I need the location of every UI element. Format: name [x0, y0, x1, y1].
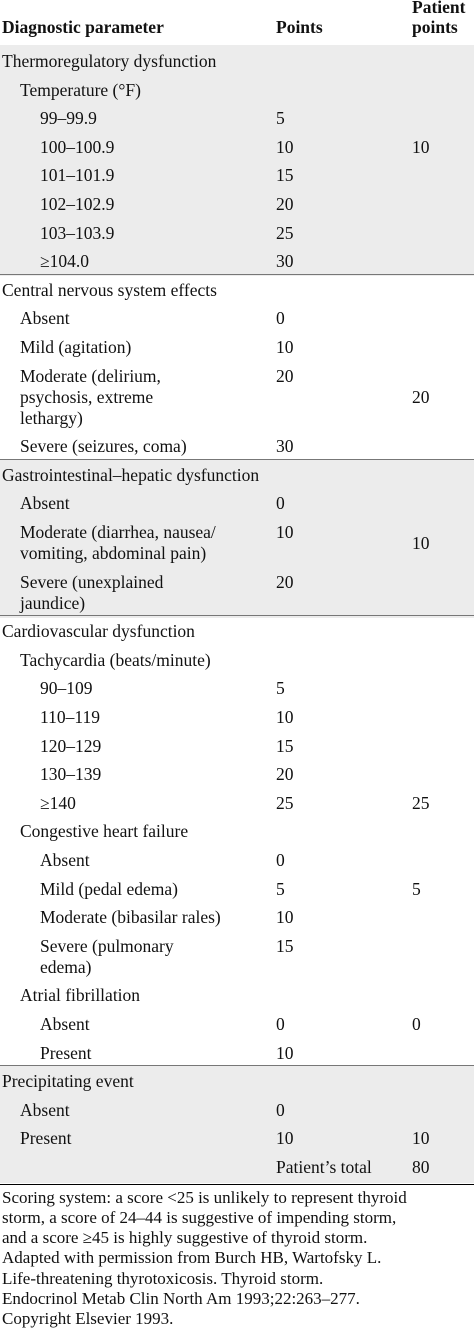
row-points: 20: [276, 571, 294, 592]
row-label: ≥140: [40, 792, 76, 813]
row-patient-points: 10: [412, 136, 430, 157]
row-points: 10: [276, 707, 294, 727]
row-label: lethargy): [20, 407, 83, 428]
row-patient-points: 10: [412, 1128, 430, 1149]
row-label: Mild (agitation): [20, 337, 132, 357]
row-label: Mild (pedal edema): [40, 878, 179, 899]
section-title: Cardiovascular dysfunction: [2, 621, 195, 642]
footnote-line: Scoring system: a score <25 is unlikely to represent thyroid: [2, 1187, 407, 1207]
row-points: 0: [276, 493, 285, 514]
section-title: Thermoregulatory dysfunction: [2, 51, 217, 71]
row-label: 100–100.9: [40, 136, 115, 157]
row-patient-points: 10: [412, 532, 430, 553]
section-title: Gastrointestinal–hepatic dysfunction: [2, 464, 260, 485]
section-title: Central nervous system effects: [2, 279, 217, 300]
footnote-line: Endocrinol Metab Clin North Am 1993;22:263–277.: [2, 1289, 360, 1309]
row-label: vomiting, abdominal pain): [20, 543, 207, 563]
row-label: edema): [40, 956, 92, 977]
row-points: 0: [276, 1014, 285, 1034]
subsection-title: Tachycardia (beats/minute): [20, 649, 211, 670]
row-points: 20: [276, 194, 294, 214]
row-points: 10: [276, 1042, 294, 1063]
row-patient-points: 20: [412, 386, 430, 407]
section-subtitle: Temperature (°F): [20, 79, 141, 100]
row-points: 10: [276, 337, 294, 357]
row-points: 5: [276, 108, 285, 129]
row-label: 102–102.9: [40, 194, 115, 214]
row-label: Moderate (diarrhea, nausea/: [20, 522, 216, 542]
row-label: ≥104.0: [40, 251, 89, 272]
row-label: Present: [20, 1128, 72, 1149]
row-label: 103–103.9: [40, 222, 115, 243]
row-label: 101–101.9: [40, 165, 115, 186]
row-points: 10: [276, 136, 294, 157]
header-diagnostic-parameter: Diagnostic parameter: [2, 17, 164, 37]
row-points: 10: [276, 1128, 294, 1149]
subsection-title: Atrial fibrillation: [20, 985, 141, 1006]
row-points: 0: [276, 850, 285, 870]
row-points: 25: [276, 222, 294, 243]
row-points: 15: [276, 935, 294, 956]
row-label: Severe (unexplained: [20, 571, 164, 592]
row-label: Present: [40, 1042, 92, 1063]
row-label: Moderate (bibasilar rales): [40, 907, 221, 928]
row-label: jaundice): [20, 592, 86, 613]
header-patient-points-line2: points: [412, 17, 458, 37]
row-patient-points: 5: [412, 878, 421, 899]
footnote: [2, 1188, 472, 1330]
row-points: 30: [276, 436, 294, 457]
footnote-line: Copyright Elsevier 1993.: [2, 1309, 174, 1329]
row-label: Absent: [40, 1014, 90, 1034]
footnote-line: Life-threatening thyrotoxicosis. Thyroid storm.: [2, 1268, 324, 1288]
footnote-line: and a score ≥45 is highly suggestive of thyroid storm.: [2, 1228, 368, 1248]
table-bottom-rule: [0, 1184, 474, 1185]
row-points: 15: [276, 735, 294, 756]
row-label: psychosis, extreme: [20, 386, 154, 407]
header-points: Points: [276, 17, 323, 37]
table-header: [0, 0, 474, 46]
section-title: Precipitating event: [2, 1071, 134, 1092]
row-label: 90–109: [40, 678, 93, 699]
row-points: 5: [276, 878, 285, 899]
total-value: 80: [412, 1157, 430, 1177]
row-points: 30: [276, 251, 294, 272]
row-points: 10: [276, 522, 294, 542]
row-label: Severe (pulmonary: [40, 935, 174, 956]
row-points: 20: [276, 764, 294, 785]
row-patient-points: 0: [412, 1014, 421, 1034]
row-points: 10: [276, 907, 294, 928]
footnote-line: Adapted with permission from Burch HB, Wartofsky L.: [2, 1248, 382, 1268]
row-points: 0: [276, 1099, 285, 1120]
row-label: 120–129: [40, 735, 102, 756]
row-label: Absent: [20, 493, 70, 514]
row-patient-points: 25: [412, 792, 430, 813]
row-points: 5: [276, 678, 285, 699]
row-label: Absent: [20, 308, 70, 329]
footnote-line: storm, a score of 24–44 is suggestive of impending storm,: [2, 1207, 397, 1227]
row-label: Severe (seizures, coma): [20, 436, 187, 457]
row-points: 20: [276, 365, 294, 386]
header-patient-points-line1: Patient: [412, 0, 466, 17]
row-label: 99–99.9: [40, 108, 97, 129]
row-label: 110–119: [40, 707, 100, 727]
total-label: Patient’s total: [276, 1157, 372, 1177]
row-points: 25: [276, 792, 294, 813]
subsection-title: Congestive heart failure: [20, 821, 189, 842]
row-label: Absent: [40, 850, 90, 870]
row-points: 0: [276, 308, 285, 329]
row-label: Moderate (delirium,: [20, 365, 161, 386]
row-points: 15: [276, 165, 294, 186]
row-label: 130–139: [40, 764, 102, 785]
row-label: Absent: [20, 1099, 70, 1120]
